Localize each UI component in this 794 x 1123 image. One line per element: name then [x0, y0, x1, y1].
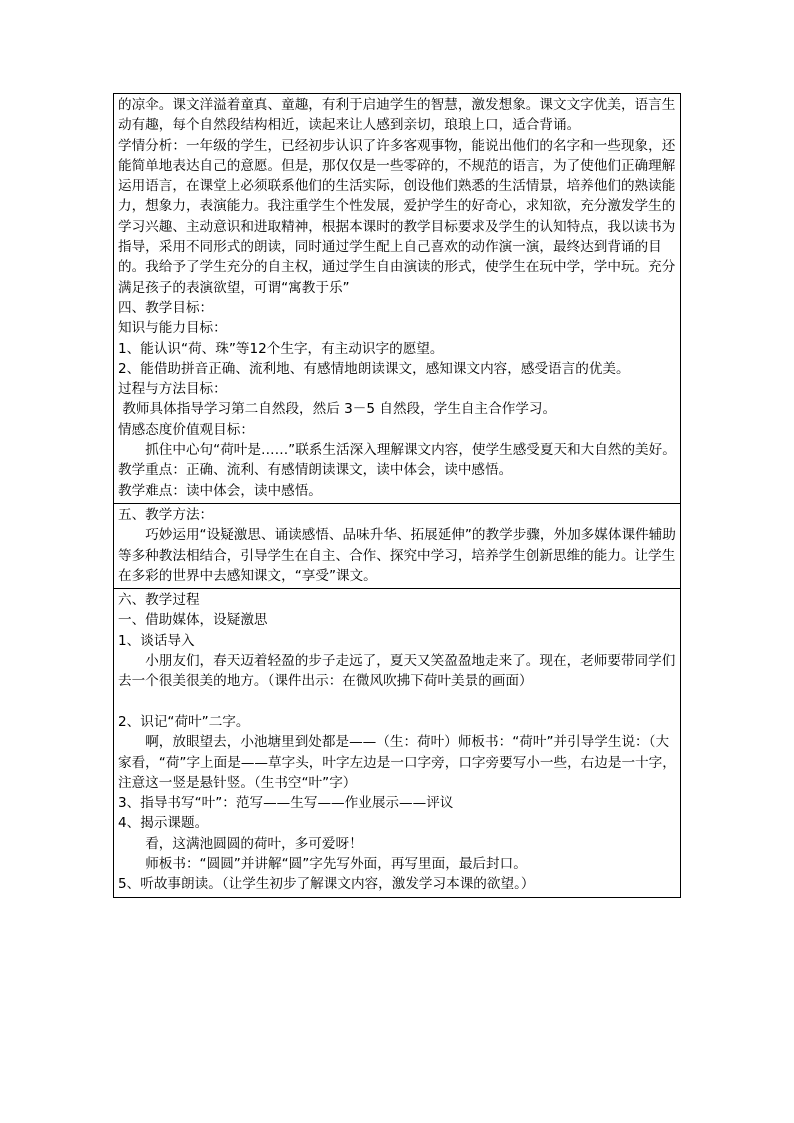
lesson-plan-table [113, 93, 681, 898]
paragraph: 3、指导书写“叶”：范写——生写——作业展示——评议 [118, 795, 454, 812]
paragraph: 看，这满池圆圆的荷叶，多可爱呀！ [145, 835, 363, 852]
paragraph: 巧妙运用“设疑激思、诵读感悟、品味升华、拓展延伸”的教学步骤，外加多媒体课件辅助等多种教法相结合，引导学生在自主、合作、探究中学习，培养学生创新思维的能力。让学生在多彩的世界中去感知课文，“享受”课文。 [118, 527, 676, 584]
paragraph: 1、能认识“荷、珠”等12个生字，有主动识字的愿望。 [118, 340, 444, 357]
table-row [114, 94, 681, 504]
paragraph: 啊，放眼望去，小池塘里到处都是——（生：荷叶）师板书：“荷叶”并引导学生说：（大家看，“荷”字上面是——草字头，叶字左边是一口字旁，口字旁要写小一些，右边是一十字，注意这一竖是悬针竖。（生书空“叶”字） [118, 734, 676, 791]
paragraph: 四、教学目标： [118, 299, 214, 316]
teaching-process-cell [114, 589, 681, 897]
teaching-method-cell [114, 503, 681, 588]
paragraph [118, 692, 676, 712]
paragraph: 知识与能力目标： [118, 320, 227, 337]
paragraph: 的凉伞。课文洋溢着童真、童趣，有利于启迪学生的智慧，激发想象。课文文字优美，语言生动有趣，每个自然段结构相近，读起来让人感到亲切，琅琅上口，适合背诵。 [118, 97, 676, 134]
paragraph: 5、听故事朗读。（让学生初步了解课文内容，激发学习本课的欲望。） [118, 876, 535, 893]
paragraph: 1、谈话导入 [118, 632, 195, 649]
paragraph: 六、教学过程 [118, 592, 200, 609]
paragraph: 2、能借助拼音正确、流利地、有感情地朗读课文，感知课文内容，感受语言的优美。 [118, 360, 630, 377]
table-row [114, 503, 681, 588]
paragraph: 2、识记“荷叶”二字。 [118, 713, 250, 730]
paragraph: 小朋友们，春天迈着轻盈的步子走远了，夏天又笑盈盈地走来了。现在，老师要带同学们去一个很美很美的地方。（课件出示：在微风吹拂下荷叶美景的画面） [118, 653, 676, 690]
paragraph: 教学重点：正确、流利、有感情朗读课文，读中体会，读中感悟。 [118, 462, 513, 479]
paragraph: 情感态度价值观目标： [118, 421, 254, 438]
paragraph: 过程与方法目标： [118, 381, 227, 398]
paragraph: 一、借助媒体，设疑激思 [118, 612, 268, 629]
paragraph: 4、揭示课题。 [118, 815, 209, 832]
paragraph: 教学难点：读中体会，读中感悟。 [118, 482, 322, 499]
paragraph: 学情分析：一年级的学生，已经初步认识了许多客观事物，能说出他们的名字和一些现象，还能简单地表达自己的意愿。但是，那仅仅是一些零碎的，不规范的语言，为了使他们正确理解运用语言，在课堂上必须联系他们的生活实际，创设他们熟悉的生活情景，培养他们的熟读能力，想象力，表演能力。我注重学生个性发展，爱护学生的好奇心，求知欲，充分激发学生的学习兴趣、主动意识和进取精神，根据本课时的教学目标要求及学生的认知特点，我以读书为指导，采用不同形式的朗读，同时通过学生配上自己喜欢的动作演一演，最终达到背诵的目的。我给予了学生充分的自主权，通过学生自由演读的形式，使学生在玩中学，学中玩。充分满足孩子的表演欲望，可谓“寓教于乐” [118, 137, 676, 296]
analysis-objectives-cell [114, 94, 681, 504]
table-row [114, 589, 681, 897]
paragraph: 师板书：“圆圆”并讲解“圆”字先写外面，再写里面，最后封口。 [145, 855, 527, 872]
paragraph: 抓住中心句“荷叶是……”联系生活深入理解课文内容，使学生感受夏天和大自然的美好。 [145, 442, 676, 459]
paragraph: 教师具体指导学习第二自然段，然后 3－5 自然段，学生自主合作学习。 [118, 401, 557, 418]
paragraph: 五、教学方法： [118, 506, 214, 523]
